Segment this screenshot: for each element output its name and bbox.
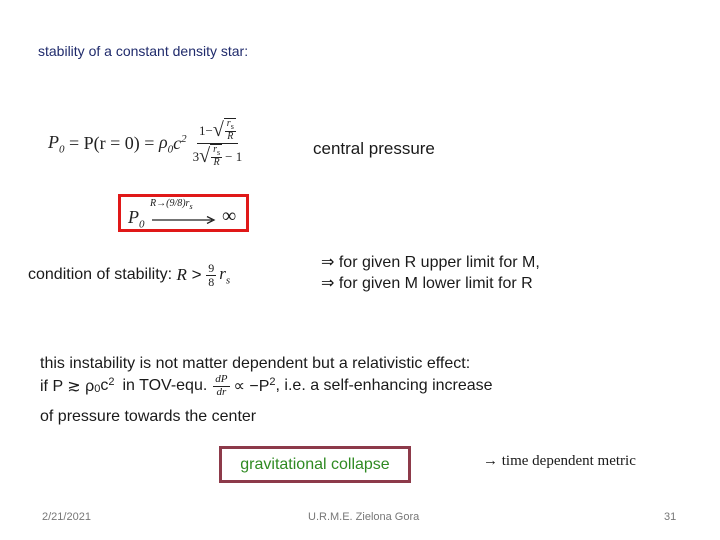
limit-arrow xyxy=(152,216,218,224)
footer-date: 2/21/2021 xyxy=(42,511,91,523)
eq-middle: = P(r = 0) = xyxy=(64,132,159,153)
time-dependent-metric: → time dependent metric xyxy=(483,453,636,469)
limit-expression: $P_0$ $R\to(9/8)r_s$ ∞ xyxy=(128,198,237,231)
infinity-symbol: ∞ xyxy=(222,205,237,227)
frac-numerator-prefix: 1− xyxy=(198,122,213,138)
gravitational-collapse-box xyxy=(219,446,411,483)
frac-denominator-prefix: 3 xyxy=(192,148,200,164)
slide-number: 31 xyxy=(664,511,677,523)
eq-c2: $c^2$ xyxy=(173,132,187,153)
central-pressure-equation xyxy=(48,118,244,169)
instability-line-3: of pressure towards the center xyxy=(40,408,257,425)
instability-line-1: this instability is not matter dependent but a relativistic effect: xyxy=(40,355,471,372)
implication-upper-limit: ⇒ for given R upper limit for M, xyxy=(321,254,540,271)
gravitational-collapse-label: gravitational collapse xyxy=(240,455,390,473)
implication-lower-limit: ⇒ for given M lower limit for R xyxy=(321,275,533,292)
footer-center: U.R.M.E. Zielona Gora xyxy=(308,511,420,523)
eq-rho0: $\rho_0$ xyxy=(158,131,174,156)
central-pressure-label: central pressure xyxy=(313,139,435,158)
eq-fraction: 1− √ $\frac{r_s}{R}$ 3 √ $\frac{r_s}{R}$ − 1 xyxy=(192,118,243,169)
limit-arrow-label: R→(9/8)r xyxy=(150,198,190,209)
stability-condition: condition of stability: R > $\frac{9}{8}$ $r_s$ xyxy=(28,261,231,289)
instability-line-2: if P ≳ ρ 0 c $^2$ in TOV-equ. $\frac{dP}{dr}$ ∝ −P $^2$ , i.e. a self-enhancing increase xyxy=(40,373,493,398)
slide-title: stability of a constant density star: xyxy=(38,43,249,59)
eq-p0: $P_0$ xyxy=(48,131,65,156)
